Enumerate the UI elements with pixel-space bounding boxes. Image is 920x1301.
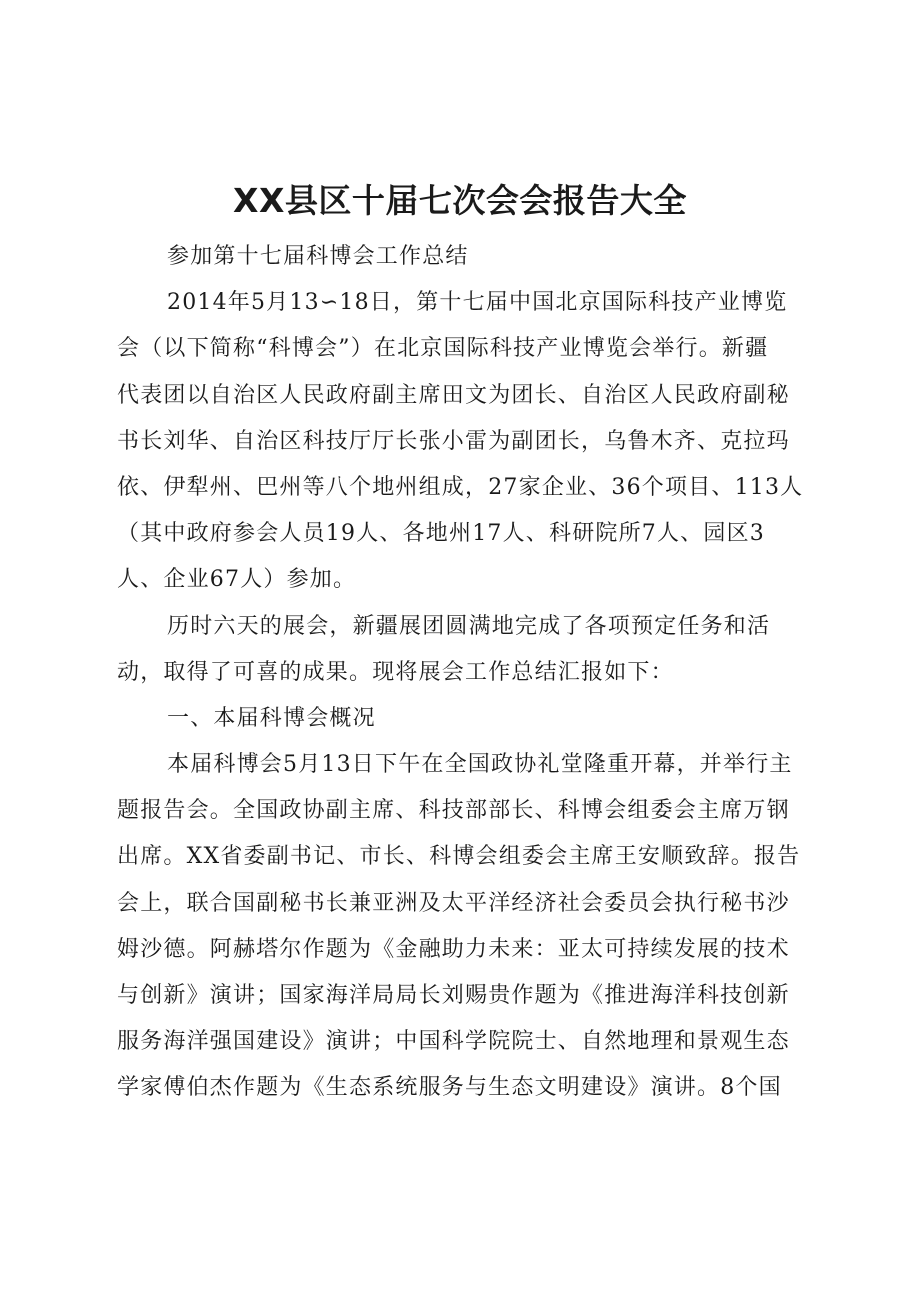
text-line: 姆沙德。阿赫塔尔作题为《金融助力未来：亚太可持续发展的技术 bbox=[117, 936, 790, 962]
text-line: 依、伊犁州、巴州等八个地州组成，27家企业、36个项目、113人 bbox=[117, 474, 804, 500]
text-line: 题报告会。全国政协副主席、科技部部长、科博会组委会主席万钢 bbox=[117, 798, 790, 824]
text-line: 2014年5月13∽18日，第十七届中国北京国际科技产业博览 bbox=[167, 290, 788, 316]
text-line: （其中政府参会人员19人、各地州17人、科研院所7人、园区3 bbox=[117, 521, 765, 547]
text-line: 与创新》演讲；国家海洋局局长刘赐贵作题为《推进海洋科技创新 bbox=[117, 983, 790, 1008]
text-line: 代表团以自治区人民政府副主席田文为团长、自治区人民政府副秘 bbox=[117, 382, 790, 408]
text-line: 历时六天的展会，新疆展团圆满地完成了各项预定任务和活 bbox=[167, 613, 771, 639]
text-line: 本届科博会5月13日下午在全国政协礼堂隆重开幕，并举行主 bbox=[167, 752, 793, 778]
text-line: 书长刘华、自治区科技厅厅长张小雷为副团长，乌鲁木齐、克拉玛 bbox=[117, 428, 790, 454]
text-line: 出席。XX省委副书记、市长、科博会组委会主席王安顺致辞。报告 bbox=[117, 844, 801, 870]
text-line: 学家傅伯杰作题为《生态系统服务与生态文明建设》演讲。8个国 bbox=[117, 1075, 782, 1101]
text-line: 参加第十七届科博会工作总结 bbox=[167, 244, 469, 269]
text-line: 服务海洋强国建设》演讲；中国科学院院士、自然地理和景观生态 bbox=[117, 1029, 790, 1055]
text-line: 动，取得了可喜的成果。现将展会工作总结汇报如下： bbox=[117, 659, 674, 685]
text-line: 人、企业67人）参加。 bbox=[117, 567, 357, 593]
document-body bbox=[117, 234, 807, 1112]
document-title: XX县区十届七次会会报告大全 bbox=[233, 181, 687, 220]
text-line: 会（以下简称“科博会”）在北京国际科技产业博览会举行。新疆 bbox=[117, 336, 769, 362]
section-heading: 一、本届科博会概况 bbox=[167, 705, 376, 731]
text-line: 会上，联合国副秘书长兼亚洲及太平洋经济社会委员会执行秘书沙 bbox=[117, 890, 790, 916]
